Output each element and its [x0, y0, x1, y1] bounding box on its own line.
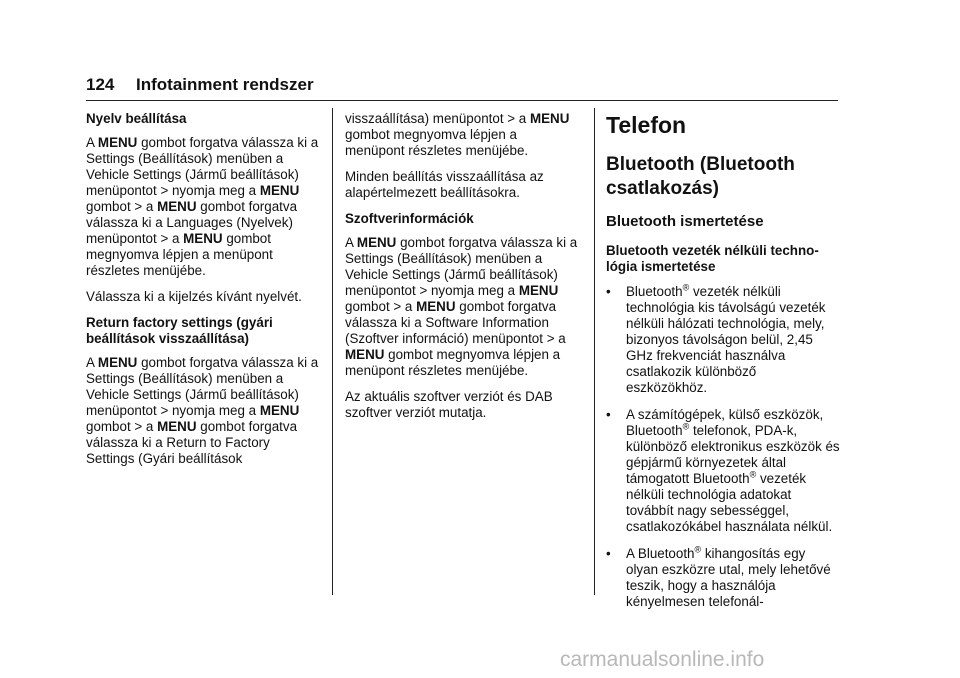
paragraph-factory-reset-continued: visszaállítása) menüpontot > a MENU gombot megnyomva lépjen a menüpont részletes menüjébe.: [345, 111, 570, 158]
menu-button-reference: MENU: [529, 111, 570, 126]
subheading-wireless-technology: Bluetooth vezeték nélküli technológia ismertetése: [606, 243, 819, 274]
menu-button-reference: MENU: [183, 231, 223, 246]
list-item-text: A számítógépek, külső eszközök, Bluetooth® telefonok, PDA-k, különböző elektronikus eszközök és gépjármű környezetek által támogatott Bluetooth® vezeték nélküli technológia adatokat továbbít nagy sebességgel, csatlakozókábel használata nélkül.: [626, 407, 840, 534]
list-item: [606, 284, 841, 396]
menu-button-reference: MENU: [416, 299, 456, 314]
menu-button-reference: MENU: [259, 403, 300, 418]
menu-button-reference: MENU: [97, 355, 138, 370]
bullet-marker: •: [606, 407, 611, 422]
registered-mark: ®: [694, 544, 702, 555]
registered-mark: ®: [682, 282, 690, 293]
column-left: [86, 111, 321, 477]
menu-button-reference: MENU: [345, 347, 385, 362]
list-item: [606, 546, 841, 610]
registered-mark: ®: [682, 421, 690, 432]
menu-button-reference: MENU: [97, 135, 138, 150]
column-right: [606, 111, 841, 621]
paragraph-software-info-steps: A MENU gombot forgatva válassza ki a Settings (Beállítások) menüben a Vehicle Settings (Jármű beállítások) menüpontot > nyomja meg a MENU gombot > a MENU gombot forgatva válassza ki a Software Information (Szoftver információ) menüpontot > a MENU gombot megnyomva lépjen a menüpont részletes menüjébe.: [345, 235, 578, 378]
section-heading-bluetooth: Bluetooth (Bluetooth csatlakozás): [606, 154, 795, 199]
section-heading-factory-reset: Return factory settings (gyári beállítások visszaállítása): [86, 315, 273, 346]
subsection-heading-bluetooth-overview: Bluetooth ismertetése: [606, 213, 764, 230]
paragraph-software-version: Az aktuális szoftver verziót és DAB szoftver verziót mutatja.: [345, 389, 553, 420]
paragraph-reset-description: Minden beállítás visszaállítása az alapértelmezett beállításokra.: [345, 169, 544, 200]
section-heading-language: Nyelv beállítása: [86, 111, 187, 126]
page-header: [86, 75, 838, 99]
watermark: carmanualsonline.info: [560, 648, 765, 671]
menu-button-reference: MENU: [259, 183, 300, 198]
page-number: 124: [86, 75, 115, 94]
paragraph-factory-reset-steps: A MENU gombot forgatva válassza ki a Settings (Beállítások) menüben a Vehicle Settings (Jármű beállítások) menüpontot > nyomja meg a MENU gombot > a MENU gombot forgatva válassza ki a Return to Factory Settings (Gyári beállítások: [86, 355, 319, 466]
header-rule: [86, 100, 838, 101]
menu-button-reference: MENU: [157, 419, 197, 434]
chapter-heading-telefon: Telefon: [606, 112, 687, 138]
section-heading-software-info: Szoftverinformációk: [345, 211, 474, 226]
list-item-text: Bluetooth® vezeték nélküli technológia kis távolságú vezeték nélküli hálózati technológia, mely, bizonyos távolságon belül, 2,45 GHz frekvenciát használva csatlakozik különböző eszközökhöz.: [626, 282, 826, 395]
registered-mark: ®: [749, 469, 757, 480]
paragraph-language-steps: A MENU gombot forgatva válassza ki a Settings (Beállítások) menüben a Vehicle Settings (Jármű beállítások) menüpontot > nyomja meg a MENU gombot > a MENU gombot forgatva válassza ki a Languages (Nyelvek) menüpontot > a MENU gombot megnyomva lépjen a menüpont részletes menüjébe.: [86, 135, 319, 278]
bullet-list: [606, 284, 841, 610]
bullet-marker: •: [606, 546, 611, 561]
column-divider-1: [332, 108, 333, 595]
paragraph-language-select: Válassza ki a kijelzés kívánt nyelvét.: [86, 289, 302, 304]
menu-button-reference: MENU: [157, 199, 197, 214]
list-item: [606, 407, 841, 535]
bullet-marker: •: [606, 284, 611, 299]
menu-button-reference: MENU: [518, 283, 559, 298]
list-item-text: A Bluetooth® kihangosítás egy olyan eszközre utal, mely lehetővé teszik, hogy a használója kényelmesen telefonál-: [626, 544, 831, 609]
menu-button-reference: MENU: [356, 235, 397, 250]
column-divider-2: [594, 108, 595, 595]
page-title: Infotainment rendszer: [136, 75, 314, 94]
column-middle: [345, 111, 580, 431]
